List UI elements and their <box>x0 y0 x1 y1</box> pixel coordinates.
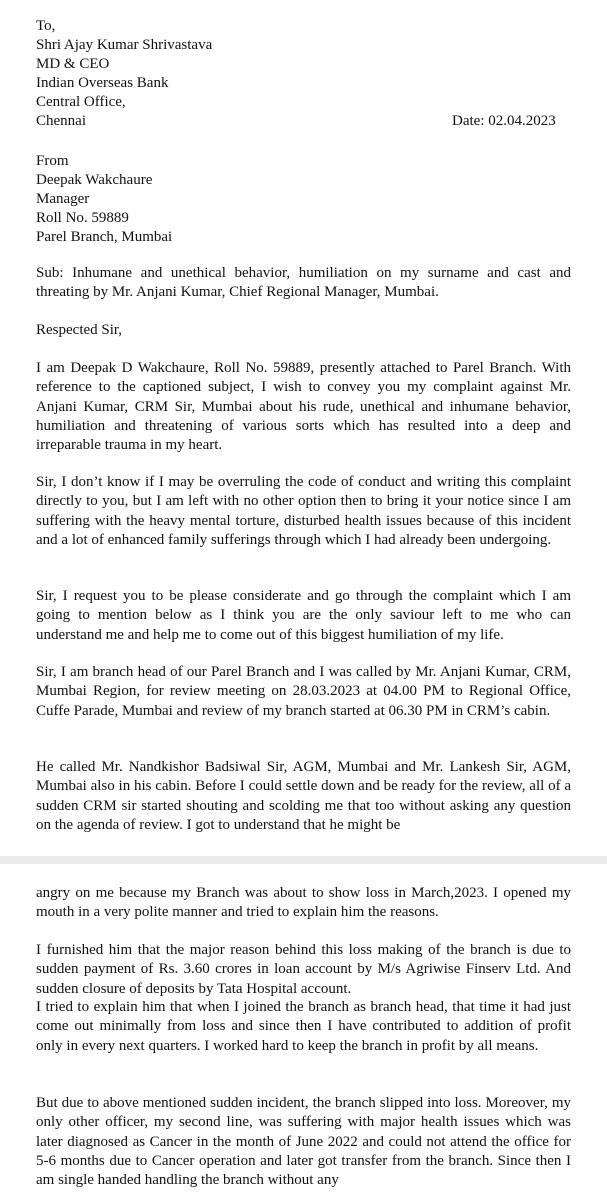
letter-page-2 <box>0 864 607 1200</box>
paragraph: But due to above mentioned sudden incident, the branch slipped into loss. Moreover, my only other officer, my second line, was suffering with major health issues which was later diagnosed as Cancer in the month of June 2022 and could not attend the office for 5-6 months due to Cancer operation and later got transfer from the branch. Since then I am single handed handling the branch without any <box>36 1095 571 1189</box>
page-separator <box>0 856 607 864</box>
sender-roll-no: Roll No. 59889 <box>36 210 129 226</box>
recipient-city: Chennai <box>36 113 86 129</box>
recipient-designation: MD & CEO <box>36 56 110 72</box>
paragraph: I furnished him that the major reason behind this loss making of the branch is due to sudden payment of Rs. 3.60 crores in loan account by M/s Agriwise Finserv Ltd. And sudden closure of deposits by Tata Hospital account. <box>36 942 571 997</box>
recipient-organization: Indian Overseas Bank <box>36 75 169 91</box>
recipient-name: Shri Ajay Kumar Shrivastava <box>36 37 213 53</box>
letter-date: Date: 02.04.2023 <box>452 113 556 129</box>
from-label: From <box>36 153 69 169</box>
sender-designation: Manager <box>36 191 90 207</box>
paragraph: I tried to explain him that when I joined the branch as branch head, that time it had just come out minimally from loss and since then I have contributed to addition of profit only in every next quarters. I worked hard to keep the branch in profit by all means. <box>36 999 571 1054</box>
paragraph: Sir, I don’t know if I may be overruling the code of conduct and writing this complaint directly to you, but I am left with no other option then to bring it your notice since I am suffering with the heavy mental torture, disturbed health issues because of this incident and a lot of enhanced family sufferings through which I had already been undergoing. <box>36 474 571 548</box>
paragraph: I am Deepak D Wakchaure, Roll No. 59889, presently attached to Parel Branch. With reference to the captioned subject, I wish to convey you my complaint against Mr. Anjani Kumar, CRM Sir, Mumbai about his rude, unethical and inhumane behavior, humiliation and threatening of various sorts which has resulted into a deep and irreparable trauma in my heart. <box>36 360 571 454</box>
paragraph: angry on me because my Branch was about to show loss in March,2023. I opened my mouth in a very polite manner and tried to explain him the reasons. <box>36 885 571 921</box>
sender-name: Deepak Wakchaure <box>36 172 153 188</box>
paragraph: He called Mr. Nandkishor Badsiwal Sir, AGM, Mumbai and Mr. Lankesh Sir, AGM, Mumbai also in his cabin. Before I could settle down and be ready for the review, all of a sudden CRM sir started shouting and scolding me that too without asking any question on the agenda of review. I got to understand that he might be <box>36 759 571 833</box>
to-label: To, <box>36 18 56 34</box>
recipient-office: Central Office, <box>36 94 126 110</box>
paragraph: Sir, I request you to be please considerate and go through the complaint which I am going to mention below as I think you are the only saviour left to me who can understand me and help me to come out of this biggest humiliation of my life. <box>36 588 571 643</box>
subject-line: Sub: Inhumane and unethical behavior, humiliation on my surname and cast and threating by Mr. Anjani Kumar, Chief Regional Manager, Mumbai. <box>36 265 571 300</box>
salutation: Respected Sir, <box>36 322 123 338</box>
sender-branch: Parel Branch, Mumbai <box>36 229 173 245</box>
paragraph: Sir, I am branch head of our Parel Branch and I was called by Mr. Anjani Kumar, CRM, Mumbai Region, for review meeting on 28.03.2023 at 04.00 PM to Regional Office, Cuffe Parade, Mumbai and review of my branch started at 06.30 PM in CRM’s cabin. <box>36 664 571 719</box>
